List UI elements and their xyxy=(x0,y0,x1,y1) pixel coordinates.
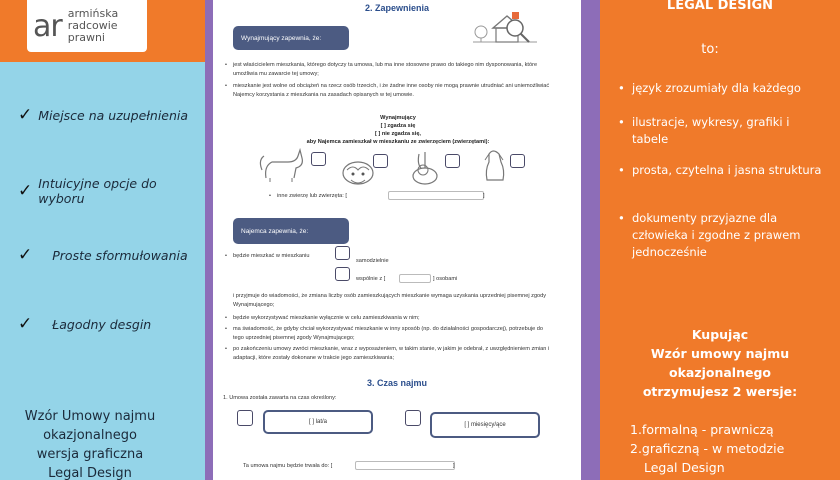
bullet: • xyxy=(225,253,227,259)
benefit-label: język zrozumiały dla każdego xyxy=(632,81,801,95)
section-3-title: 3. Czas najmu xyxy=(366,378,428,388)
months-input[interactable]: [ ] miesięcy/ące xyxy=(430,412,540,438)
bullet: • xyxy=(225,315,227,321)
pets-option-disagree[interactable]: [ ] nie zgadza się, xyxy=(374,131,421,137)
product-caption xyxy=(0,407,180,480)
benefit-item xyxy=(618,210,828,261)
pets-line: Wynajmujący xyxy=(380,115,416,121)
purchase-info xyxy=(600,325,840,401)
caption-line: Wzór Umowy najmu xyxy=(24,409,156,424)
guinea-pig-icon xyxy=(341,156,375,186)
dog-checkbox[interactable] xyxy=(510,154,525,168)
pets-consent-block xyxy=(273,114,523,146)
right-panel xyxy=(600,0,840,480)
tenant-point: ma świadomość, że gdyby chciał wykorzystywać mieszkanie w inny sposób (np. do działalności gospodarczej), potrzebuje do tego uprzedniej pisemnej zgody Wynajmującego; xyxy=(233,326,543,341)
tenant-point: po zakończeniu umowy zwróci mieszkanie, wraz z wyposażeniem, w takim stanie, w jakim je odebrał, z uwzględnieniem zmian i adaptacji, które zostały dokonane w trakcie jego zamieszkiwania; xyxy=(233,346,550,361)
purchase-line: Kupując xyxy=(691,327,749,342)
benefit-item xyxy=(618,80,828,97)
benefit-item xyxy=(618,114,828,148)
years-input[interactable]: [ ] lat/a xyxy=(263,410,373,434)
landlord-point: jest właścicielem mieszkania, którego dotyczy ta umowa, lub ma inne stosowne prawo do takiego nim dysponowania, które umożliwia mu zawarcie tej umowy; xyxy=(233,62,538,77)
right-intro: to: xyxy=(701,42,719,57)
benefit-item xyxy=(618,162,828,179)
contract-document-preview xyxy=(213,0,581,480)
bullet: • xyxy=(269,193,271,199)
dog-icon xyxy=(479,146,509,186)
bullet: • xyxy=(618,81,625,95)
logo-mark: ar xyxy=(33,8,62,44)
guinea-pig-checkbox[interactable] xyxy=(373,154,388,168)
logo-line-1: armińska xyxy=(67,7,119,20)
cat-icon xyxy=(258,148,304,184)
feature-label: Intuicyjne opcje do wyboru xyxy=(38,176,157,206)
tenant-point: będzie wykorzystywać mieszkanie wyłącznie w celu zamieszkiwania w nim; xyxy=(233,315,420,321)
purchase-line: otrzymujesz 2 wersje: xyxy=(642,384,798,399)
left-panel xyxy=(0,0,205,480)
bullet: • xyxy=(225,346,227,352)
duration-label: Ta umowa najmu będzie trwała do: [ xyxy=(243,463,333,469)
check-icon: ✓ xyxy=(18,314,33,334)
feature-label: Łagodny desgin xyxy=(52,316,152,332)
landlord-point: mieszkanie jest wolne od obciążeń na rzecz osób trzecich, i że żadne inne osoby nie mogą prawnie utrudniać ani uniemożliwiać Najemcy korzystania z mieszkania na zasadach opisanych w tej umowie. xyxy=(233,83,550,98)
feature-item xyxy=(18,176,205,206)
check-icon: ✓ xyxy=(18,181,33,201)
purchase-line: okazjonalnego xyxy=(668,365,771,380)
tenant-will-live-label: będzie mieszkać w mieszkaniu xyxy=(233,253,310,259)
caption-line: okazjonalnego xyxy=(43,428,137,443)
logo xyxy=(27,0,147,52)
version-item: Legal Design xyxy=(644,460,725,475)
house-search-icon xyxy=(471,8,541,50)
option-persons-label: ] osobami xyxy=(433,276,458,282)
check-icon: ✓ xyxy=(18,105,33,125)
logo-line-2: radcowie xyxy=(67,19,118,32)
other-animal-input[interactable] xyxy=(388,191,484,200)
benefit-label: prosta, czytelna i jasna struktura xyxy=(632,163,822,177)
feature-item xyxy=(18,314,151,334)
persons-count-input[interactable] xyxy=(399,274,431,283)
bullet: • xyxy=(225,83,227,89)
rabbit-checkbox[interactable] xyxy=(445,154,460,168)
landlord-assurance-pill: Wynajmujący zapewnia, że: xyxy=(233,26,349,50)
years-checkbox[interactable] xyxy=(237,410,253,426)
pets-option-agree[interactable]: [ ] zgadza się xyxy=(380,123,416,129)
bullet: • xyxy=(618,211,625,225)
alone-checkbox[interactable] xyxy=(335,246,350,260)
bullet: • xyxy=(225,62,227,68)
term-intro: 1. Umowa została zawarta na czas określony: xyxy=(223,395,337,401)
feature-label: Proste sformułowania xyxy=(52,247,188,263)
feature-label: Miejsce na uzupełnienia xyxy=(38,107,189,123)
option-alone-label: samodzielnie xyxy=(356,258,389,264)
purchase-line: Wzór umowy najmu xyxy=(650,346,790,361)
section-2-title: 2. Zapewnienia xyxy=(364,3,430,13)
months-checkbox[interactable] xyxy=(405,410,421,426)
version-item: 1.formalną - prawniczą xyxy=(630,422,774,437)
bullet: • xyxy=(618,115,625,129)
logo-line-3: prawni xyxy=(67,31,105,44)
benefit-label: ilustracje, wykresy, grafiki i tabele xyxy=(632,115,790,146)
notice-text: i przyjmuje do wiadomości, że zmiana liczby osób zamieszkujących mieszkanie wymaga uzyskania uprzedniej pisemnej zgody Wynajmującego; xyxy=(233,293,547,308)
other-animal-label: inne zwierzę lub zwierzęta: [ xyxy=(277,193,347,199)
rabbit-icon xyxy=(409,150,441,186)
duration-input[interactable] xyxy=(355,461,455,470)
cat-checkbox[interactable] xyxy=(311,152,326,166)
bracket-close: ] xyxy=(453,463,455,469)
tenant-assurance-pill: Najemca zapewnia, że: xyxy=(233,218,349,244)
feature-item xyxy=(18,105,188,125)
with-others-checkbox[interactable] xyxy=(335,267,350,281)
legal-design-title: LEGAL DESIGN xyxy=(666,0,774,13)
feature-item xyxy=(18,245,188,265)
option-with-label: wspólnie z [ xyxy=(356,276,386,282)
benefit-label: dokumenty przyjazne dla człowieka i zgodne z prawem jednocześnie xyxy=(632,211,801,259)
caption-line: wersja graficzna xyxy=(36,447,144,462)
check-icon: ✓ xyxy=(18,245,33,265)
bullet: • xyxy=(225,326,227,332)
caption-line: Legal Design xyxy=(48,466,132,480)
pets-line: aby Najemca zamieszkał w mieszkaniu ze zwierzęciem (zwierzętami): xyxy=(306,139,490,145)
logo-wordmark xyxy=(68,8,118,44)
bracket-close: ] xyxy=(483,193,485,199)
version-item: 2.graficzną - w metodzie xyxy=(630,441,785,456)
bullet: • xyxy=(618,163,625,177)
